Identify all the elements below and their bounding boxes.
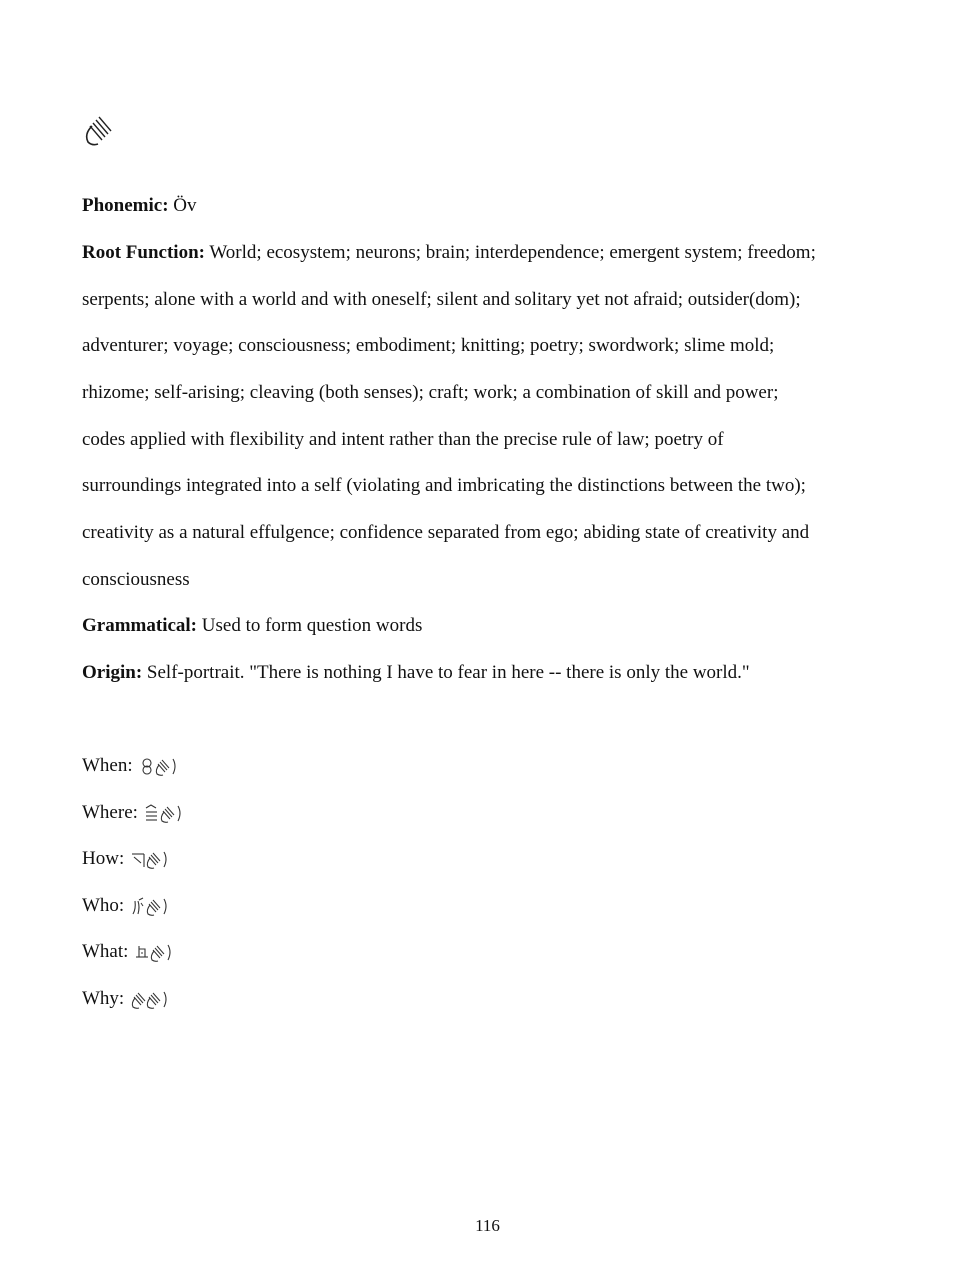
root-function-text-line: consciousness [82, 569, 190, 590]
question-word-label: What: [82, 941, 129, 962]
root-function-text-line: creativity as a natural effulgence; confidence separated from ego; abiding state of creativity and [82, 522, 810, 543]
question-word-what [82, 940, 182, 964]
origin-label: Origin: [82, 662, 143, 683]
question-word-where [82, 801, 192, 825]
page-number: 116 [475, 1216, 500, 1235]
phonemic-label: Phonemic: [82, 195, 169, 216]
phonemic-line [82, 194, 197, 218]
root-function-label: Root Function: [82, 242, 205, 263]
question-word-how [82, 847, 178, 871]
when-glyph-icon [139, 755, 187, 777]
grammatical-label: Grammatical: [82, 615, 198, 636]
grammatical-line [82, 614, 422, 638]
root-function-first-line: World; ecosystem; neurons; brain; interdependence; emergent system; freedom; [204, 242, 816, 263]
root-function-text-line: surroundings integrated into a self (violating and imbricating the distinctions between the two); [82, 475, 806, 496]
question-word-label: When: [82, 755, 133, 776]
question-word-label: Why: [82, 988, 125, 1009]
question-word-who [82, 894, 178, 918]
root-function-text-line: codes applied with flexibility and intent rather than the precise rule of law; poetry of [82, 429, 724, 450]
question-word-label: Who: [82, 895, 125, 916]
root-function-text-line: rhizome; self-arising; cleaving (both senses); craft; work; a combination of skill and power; [82, 382, 779, 403]
origin-line [82, 661, 750, 685]
where-glyph-icon [144, 802, 192, 824]
question-word-when [82, 754, 187, 778]
question-word-label: Where: [82, 802, 138, 823]
who-glyph-icon [130, 895, 178, 917]
root-function-text-line: adventurer; voyage; consciousness; embodiment; knitting; poetry; swordwork; slime mold; [82, 335, 775, 356]
root-function-text-line: serpents; alone with a world and with oneself; silent and solitary yet not afraid; outsider(dom); [82, 289, 801, 310]
how-glyph-icon [130, 848, 178, 870]
phonemic-value: Öv [168, 195, 197, 216]
origin-value: Self-portrait. "There is nothing I have to fear in here -- there is only the world." [142, 662, 750, 683]
root-function-line [82, 241, 816, 265]
what-glyph-icon [134, 941, 182, 963]
question-word-why [82, 987, 178, 1011]
ov-glyph-icon [80, 112, 116, 148]
why-glyph-icon [130, 988, 178, 1010]
question-word-label: How: [82, 848, 125, 869]
grammatical-value: Used to form question words [197, 615, 423, 636]
